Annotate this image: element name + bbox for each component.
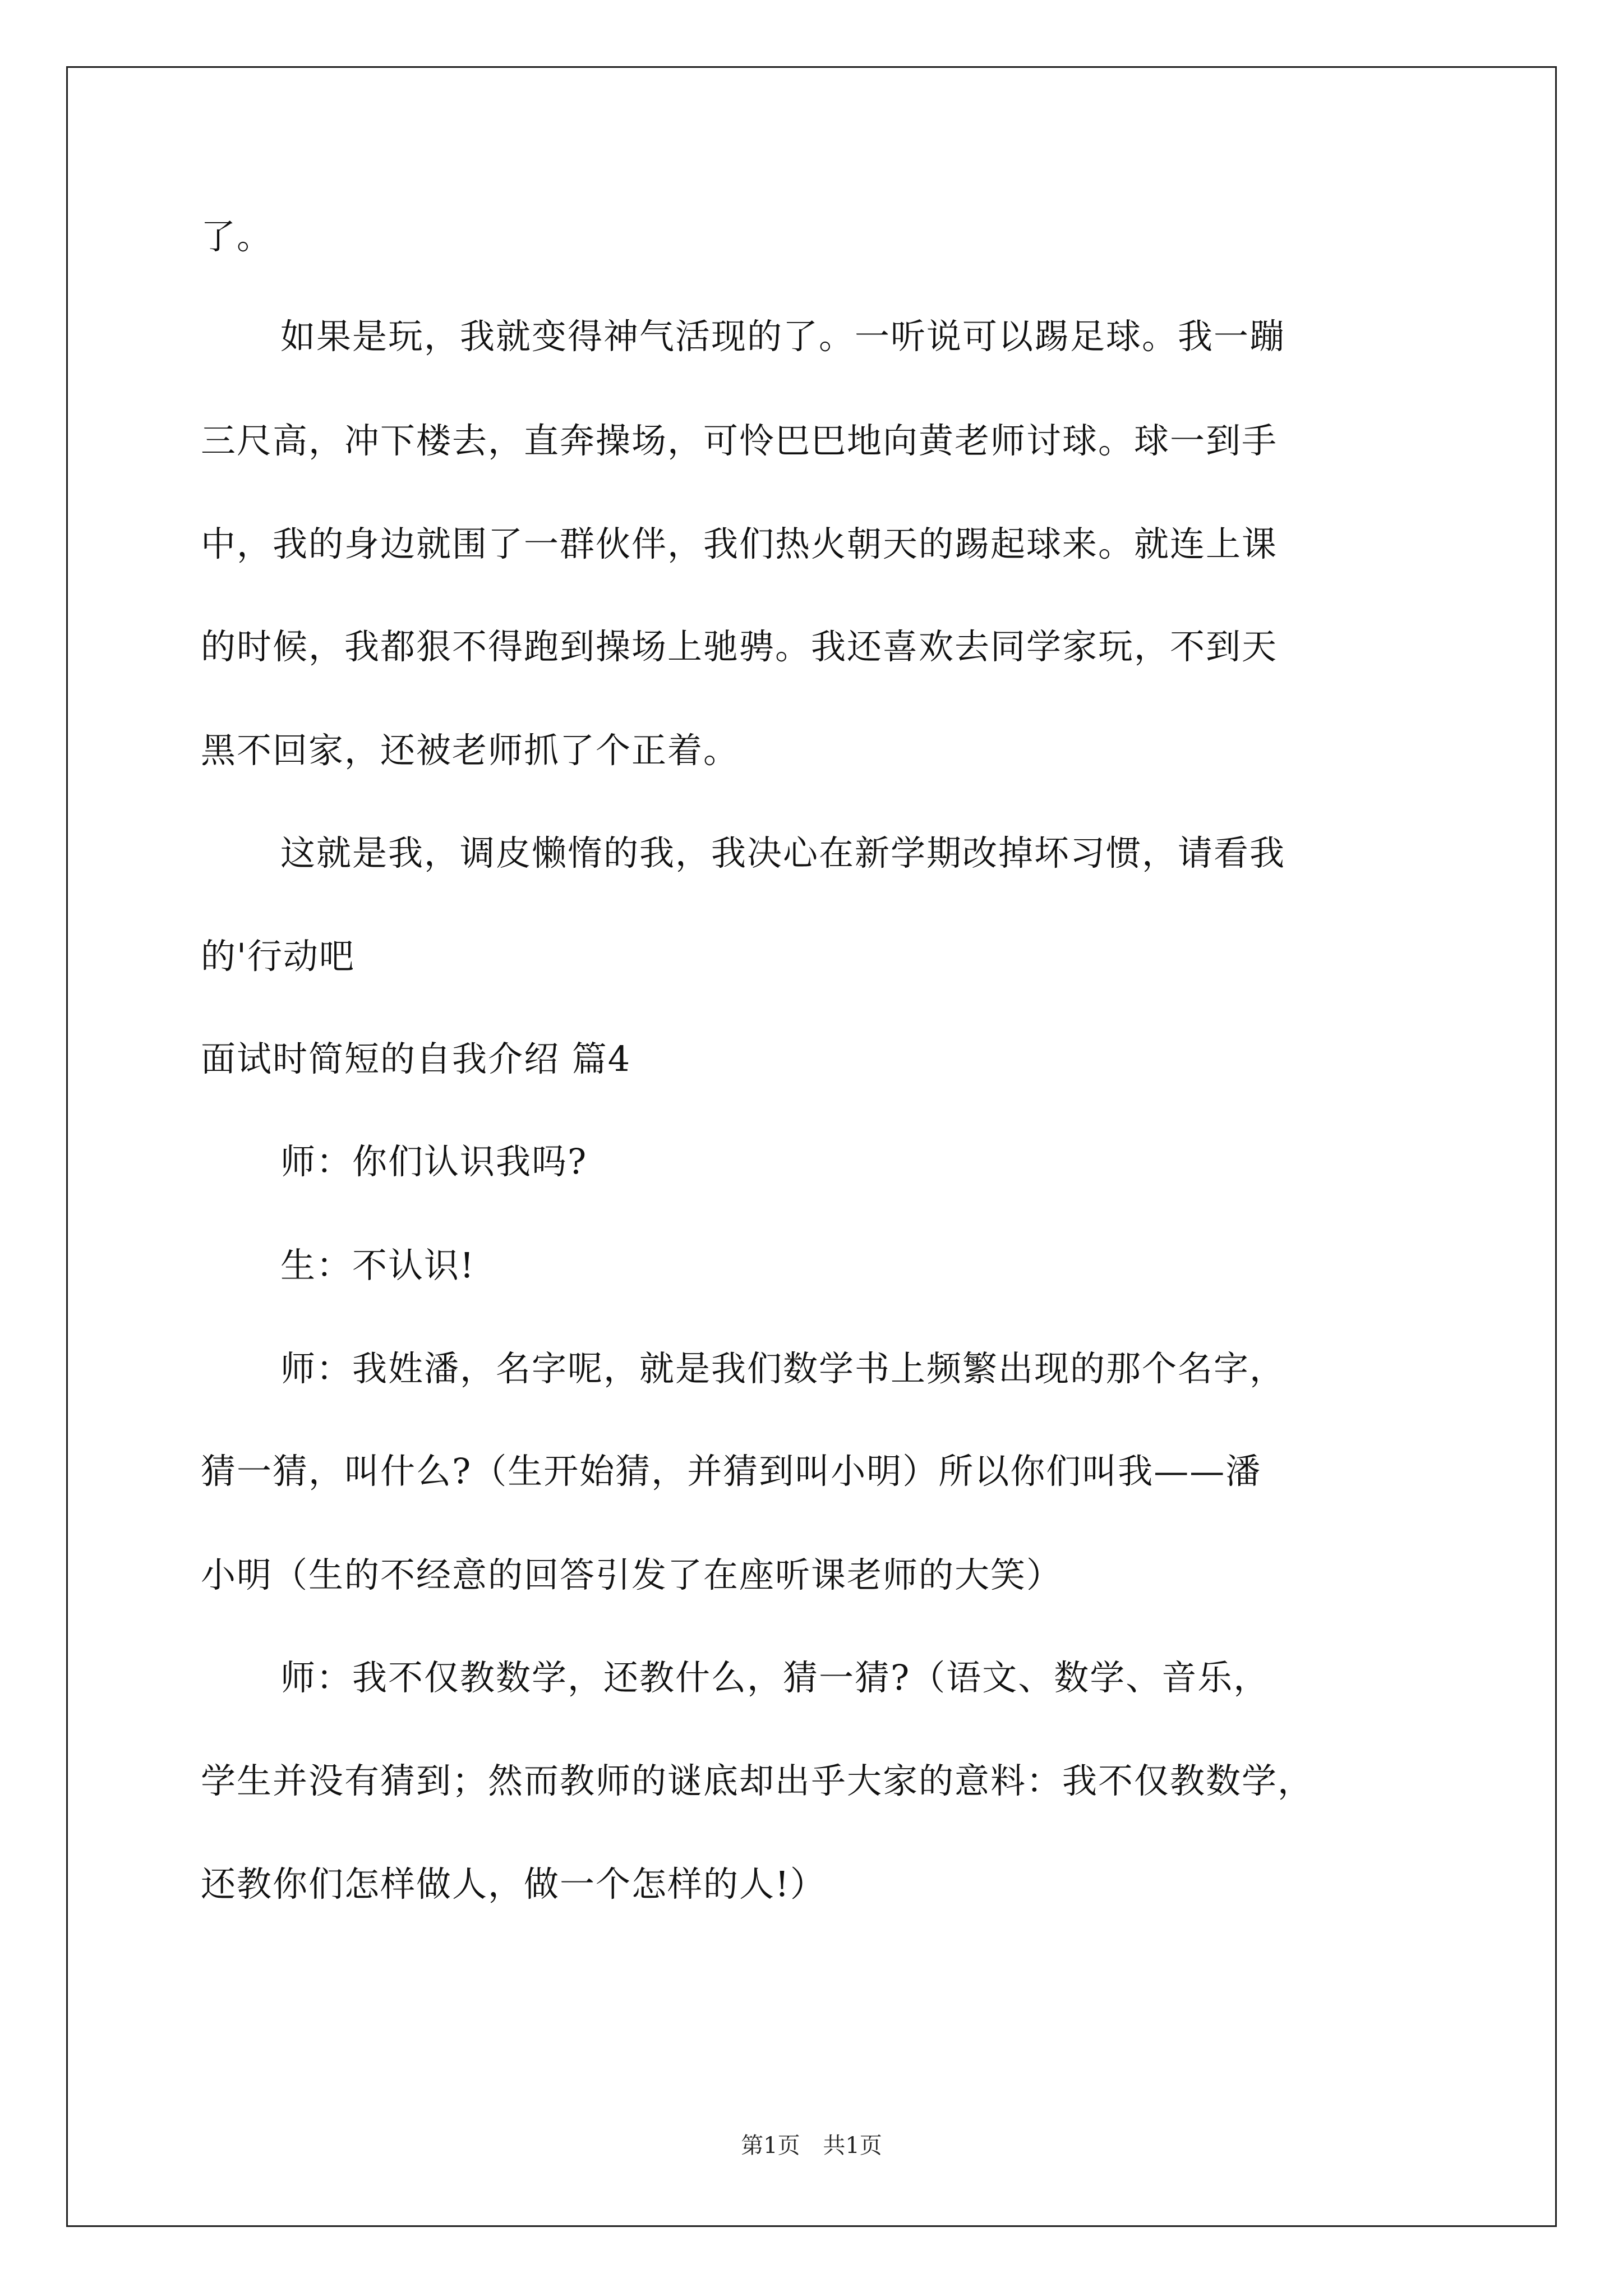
paragraph-line: 还教你们怎样做人，做一个怎样的人!） — [201, 1864, 826, 1904]
paragraph-line: 中，我的身边就围了一群伙伴，我们热火朝天的踢起球来。就连上课 — [201, 523, 1278, 564]
paragraph-line: 猜一猜，叫什么?（生开始猜，并猜到叫小明）所以你们叫我——潘 — [201, 1451, 1262, 1492]
paragraph-line: 这就是我，调皮懒惰的我，我决心在新学期改掉坏习惯，请看我 — [280, 832, 1286, 873]
paragraph-line: 的'行动吧 — [201, 936, 356, 977]
paragraph-line: 师：我姓潘，名字呢，就是我们数学书上频繁出现的那个名字， — [280, 1348, 1286, 1389]
paragraph-line: 小明（生的不经意的回答引发了在座听课老师的大笑） — [201, 1554, 1063, 1595]
page-number: 第1页 — [741, 2133, 800, 2159]
paragraph-line: 师：我不仅教数学，还教什么，猜一猜?（语文、数学、音乐， — [280, 1657, 1270, 1698]
section-heading: 面试时简短的自我介绍 篇4 — [201, 1038, 631, 1079]
paragraph-line: 师：你们认识我吗? — [280, 1141, 588, 1182]
paragraph-line: 黑不回家，还被老师抓了个正着。 — [201, 730, 740, 771]
paragraph-line: 的时候，我都狠不得跑到操场上驰骋。我还喜欢去同学家玩，不到天 — [201, 626, 1278, 667]
page-total: 共1页 — [823, 2133, 882, 2159]
paragraph-line: 生：不认识! — [280, 1245, 475, 1286]
paragraph-line: 了。 — [201, 216, 273, 257]
paragraph-line: 三尺高，冲下楼去，直奔操场，可怜巴巴地向黄老师讨球。球一到手 — [201, 420, 1278, 461]
paragraph-line: 学生并没有猜到；然而教师的谜底却出乎大家的意料：我不仅教数学， — [201, 1760, 1314, 1801]
page-footer — [0, 2132, 1623, 2160]
paragraph-line: 如果是玩，我就变得神气活现的了。一听说可以踢足球。我一蹦 — [280, 316, 1286, 357]
